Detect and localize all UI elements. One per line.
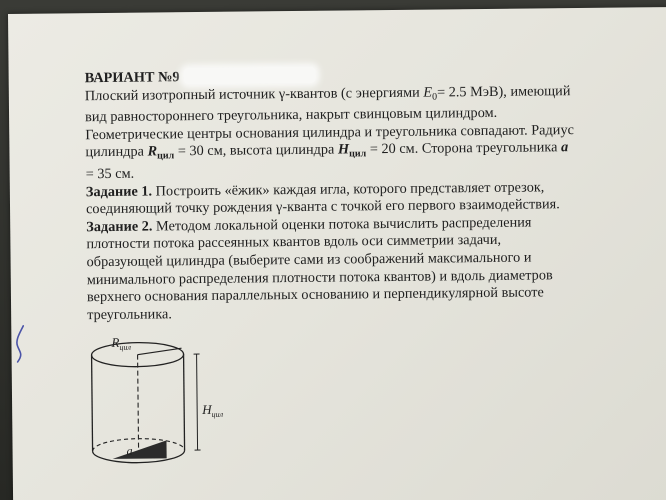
task2-label: Задание 2. [86, 218, 153, 235]
variant-heading: ВАРИАНТ №9 [84, 69, 180, 87]
task2-line-5: верхнего основания параллельных основанию и перпендикулярной высоте [86, 284, 544, 306]
radius-symbol: R [147, 143, 158, 160]
intro-text: цилиндра [85, 143, 148, 161]
task2-line-6: треугольника. [87, 306, 173, 323]
height-dimension-line [197, 354, 198, 450]
cylinder-left-side [92, 355, 93, 451]
intro-line-5: = 35 см. [85, 165, 135, 183]
paper-sheet [8, 7, 666, 500]
task1-label: Задание 1. [85, 183, 153, 200]
height-label: $H_{цил}$ [202, 401, 224, 419]
cylinder-diagram [81, 329, 253, 481]
document-text [85, 63, 648, 324]
redacted-name [183, 67, 315, 84]
side-symbol: a [560, 139, 569, 156]
intro-line-2: вид равностороннего треугольника, накрыт свинцовым цилиндром. [85, 105, 498, 126]
intro-text: = 2.5 МэВ), имеющий [436, 82, 571, 101]
intro-line-3: Геометрические центры основания цилиндра и треугольника совпадают. Радиус [85, 121, 574, 143]
height-symbol: H [337, 141, 350, 158]
task2-line-2: плотности потока рассеянных квантов вдоль оси симметрии задачи, [86, 232, 502, 253]
task1-line-2: соединяющий точку рождения γ-кванта с точкой его первого взаимодействия. [85, 196, 560, 218]
radius-line [138, 348, 182, 354]
cylinder-right-side [184, 354, 185, 450]
triangle-source [112, 440, 166, 459]
energy-subscript: 0 [432, 91, 438, 103]
task2-text: Методом локальной оценки потока вычислить распределения [152, 214, 532, 235]
intro-text: = 20 см. Сторона треугольника [366, 139, 562, 158]
radius-subscript: цил [157, 150, 175, 162]
task2-line-3: образующей цилиндра (выберите сами из соображений максимального и [86, 249, 532, 271]
task2-line-4: минимального распределения плотности потока квантов) и вдоль диаметров [86, 266, 553, 288]
pen-mark [11, 324, 27, 369]
radius-label: $R_{цил}$ [111, 334, 131, 352]
energy-symbol: E [423, 84, 433, 101]
intro-text: Плоский изотропный источник γ-квантов (с энергиями [84, 84, 424, 104]
side-label: a [126, 443, 133, 458]
intro-text: = 30 см, высота цилиндра [174, 141, 339, 160]
pen-mark-stroke [11, 324, 27, 364]
cylinder-figure [81, 329, 253, 486]
height-subscript: цил [349, 148, 367, 160]
task1-text: Построить «ёжик» каждая игла, которого представляет отрезок, [151, 178, 545, 200]
symmetry-axis [138, 355, 139, 451]
